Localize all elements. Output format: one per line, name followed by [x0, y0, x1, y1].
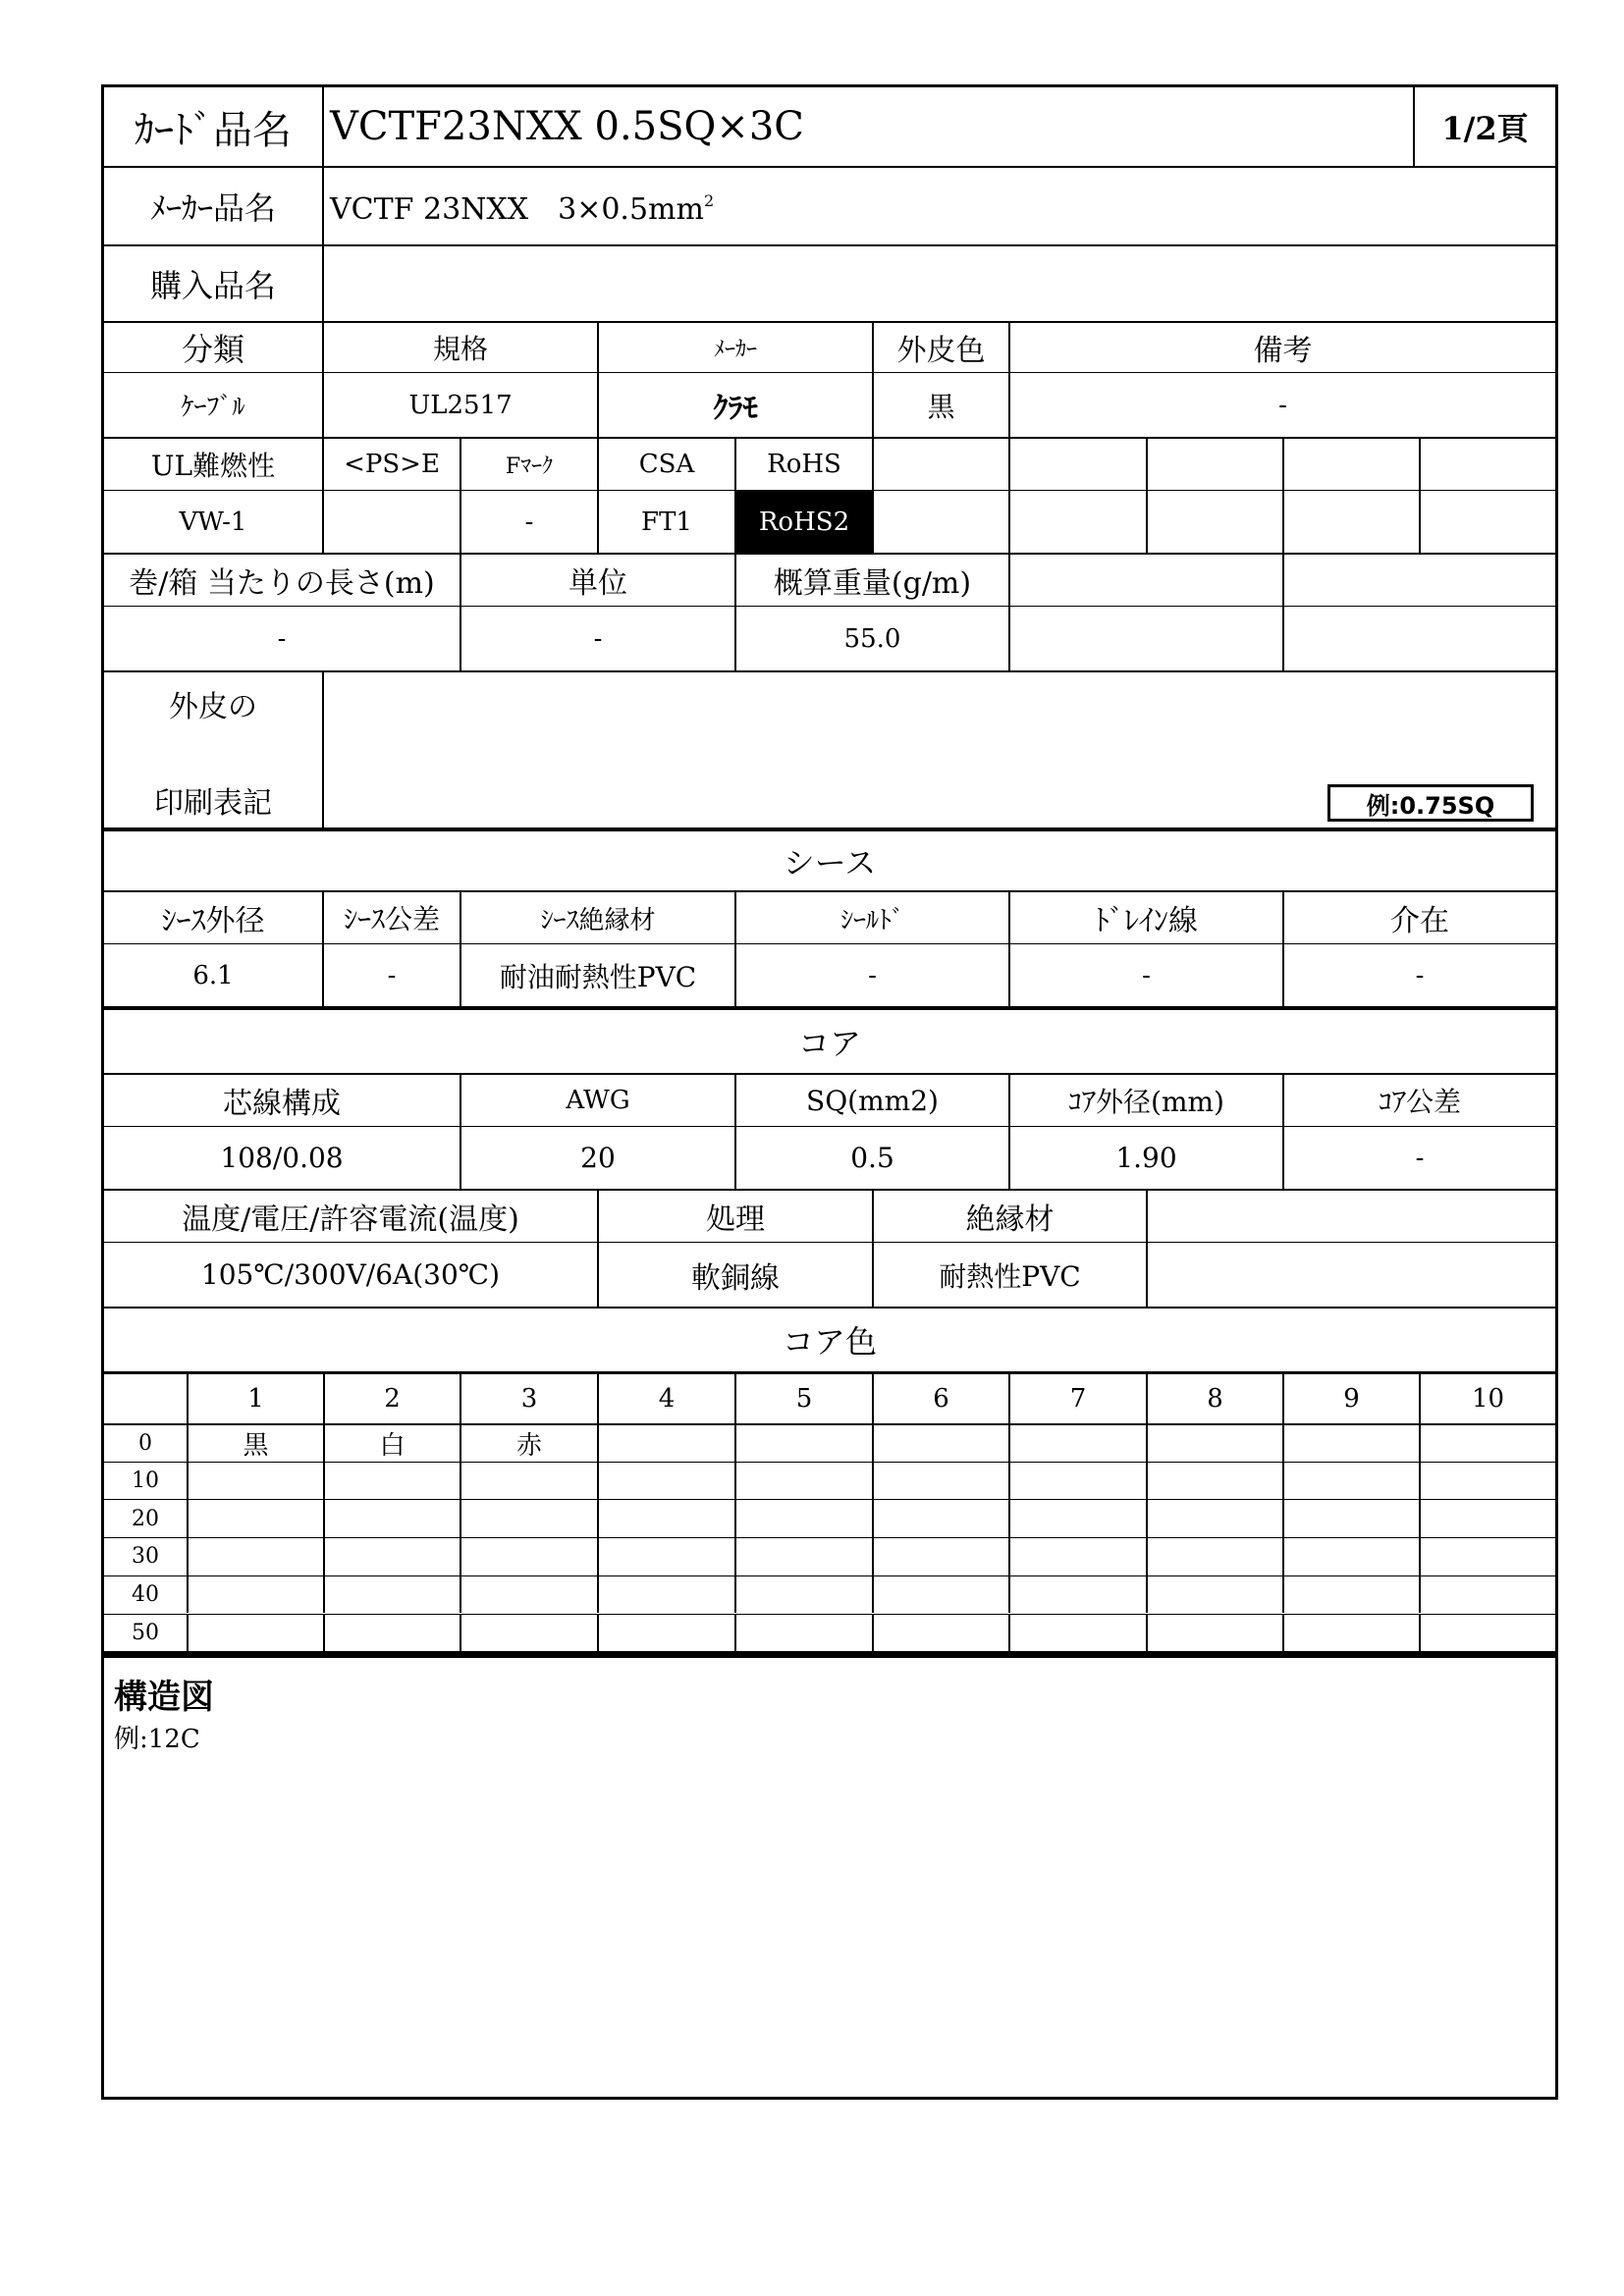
core-color-cell: [872, 1425, 1008, 1463]
core-value-row: [104, 1126, 1555, 1190]
core-color-cell: [460, 1576, 597, 1614]
card-name-label: ｶｰﾄﾞ品名: [135, 107, 292, 153]
sq-value: 0.5: [734, 1127, 1008, 1189]
core-color-cell: [1419, 1615, 1555, 1652]
column-header: 1: [187, 1374, 323, 1423]
core-color-cell: [1282, 1425, 1419, 1463]
classification-value: ｹｰﾌﾞﾙ: [181, 393, 245, 422]
structure-example: 例:12C: [114, 1725, 200, 1754]
structure-section: [104, 1654, 1555, 2101]
outer-color-value: 黒: [872, 373, 1008, 437]
unit-value: -: [460, 607, 734, 670]
empty-cell: [1282, 607, 1555, 670]
insulation-value: 耐熱性PVC: [872, 1243, 1146, 1307]
length-header-row: [104, 553, 1555, 608]
core-od-header: ｺｱ外径(mm): [1008, 1075, 1282, 1126]
page-number: 1/2頁: [1413, 87, 1555, 166]
purchase-name-label: 購入品名: [149, 267, 276, 304]
maker-value: ｸﾗﾓ: [597, 373, 872, 437]
sheath-tolerance-value: -: [322, 944, 460, 1006]
core-color-cell: [872, 1615, 1008, 1652]
purchase-name-value: [322, 246, 1555, 321]
core-color-cell: [323, 1615, 460, 1652]
outer-color-header: 外皮色: [872, 323, 1008, 372]
standards-value-row: [104, 490, 1555, 554]
row-label: 30: [132, 1544, 159, 1570]
empty-cell: [1419, 439, 1555, 490]
core-color-cell: [597, 1576, 734, 1614]
core-color-title: コア色: [782, 1323, 877, 1361]
empty-cell: [1008, 491, 1146, 553]
weight-value: 55.0: [734, 607, 1008, 670]
core-color-cell: [1146, 1538, 1282, 1575]
core-color-cell: [1282, 1615, 1419, 1652]
empty-cell: [1282, 439, 1419, 490]
maker-name-label: ﾒｰｶｰ品名: [149, 189, 276, 227]
print-marking-value: [322, 672, 1555, 828]
print-marking-label-top: 外皮の: [169, 690, 257, 724]
rohs-header: RoHS: [734, 439, 872, 490]
empty-cell: [1146, 439, 1282, 490]
remarks-value: -: [1008, 373, 1555, 437]
awg-value: 20: [460, 1127, 734, 1189]
empty-cell: [1419, 491, 1555, 553]
core-color-cell: [597, 1500, 734, 1537]
sheath-title-row: [104, 828, 1555, 894]
core-color-cell: [597, 1538, 734, 1575]
core-color-cell: [734, 1576, 872, 1614]
length-per-unit-value: -: [277, 623, 287, 654]
core-color-cell: [734, 1500, 872, 1537]
standard-header: 規格: [322, 323, 597, 372]
core-color-cell: [1282, 1500, 1419, 1537]
remarks-header: 備考: [1008, 323, 1555, 372]
rohs-value: RoHS2: [734, 491, 872, 553]
sheath-insulation-header: ｼｰｽ絶縁材: [460, 892, 734, 943]
conductor-construction-value: 108/0.08: [220, 1142, 344, 1174]
sheath-title: シース: [783, 844, 877, 881]
core-value-row-2: [104, 1242, 1555, 1308]
ul-flame-header: UL難燃性: [150, 450, 276, 482]
shield-value: -: [734, 944, 1008, 1006]
core-color-cell: 白: [323, 1425, 460, 1463]
core-color-cell: [323, 1538, 460, 1575]
core-color-cell: [460, 1538, 597, 1575]
length-value-row: [104, 606, 1555, 671]
print-marking-label-bottom: 印刷表記: [154, 786, 272, 821]
awg-header: AWG: [460, 1075, 734, 1126]
print-marking-label: [104, 672, 322, 828]
empty-cell: [872, 439, 1008, 490]
core-color-cell: [1008, 1500, 1146, 1537]
sq-header: SQ(mm2): [734, 1075, 1008, 1126]
core-color-cell: 赤: [460, 1425, 597, 1463]
rating-value: 105℃/300V/6A(30℃): [200, 1258, 501, 1291]
weight-header: 概算重量(g/m): [734, 555, 1008, 606]
classification-value-row: [104, 372, 1555, 438]
filler-value: -: [1282, 944, 1555, 1006]
classification-header-row: [104, 321, 1555, 374]
maker-name-value: [322, 168, 1555, 244]
core-color-row: [104, 1614, 1555, 1652]
core-color-cell: [1146, 1425, 1282, 1463]
empty-cell: [1146, 1243, 1555, 1307]
core-color-cell: [1282, 1538, 1419, 1575]
column-header: 5: [734, 1374, 872, 1423]
column-header: 10: [1419, 1374, 1555, 1423]
core-color-cell: [872, 1463, 1008, 1500]
empty-cell: [1146, 491, 1282, 553]
core-color-cell: [734, 1615, 872, 1652]
purchase-name-row: [104, 244, 1555, 323]
core-color-cell: [597, 1615, 734, 1652]
core-color-cell: [187, 1538, 323, 1575]
core-color-cell: [1419, 1463, 1555, 1500]
csa-header: CSA: [597, 439, 734, 490]
drain-wire-header: ﾄﾞﾚｲﾝ線: [1008, 892, 1282, 943]
core-color-cell: [460, 1500, 597, 1537]
empty-cell: [872, 491, 1008, 553]
maker-header: ﾒｰｶｰ: [597, 323, 872, 372]
filler-header: 介在: [1282, 892, 1555, 943]
sheath-value-row: [104, 943, 1555, 1007]
empty-cell: [1282, 555, 1555, 606]
core-header-row: [104, 1073, 1555, 1128]
row-label: 20: [132, 1506, 159, 1531]
core-color-cell: [1282, 1463, 1419, 1500]
column-header: 4: [597, 1374, 734, 1423]
core-od-value: 1.90: [1008, 1127, 1282, 1189]
ul-flame-value: VW-1: [179, 507, 247, 537]
pse-value: [322, 491, 460, 553]
core-title-row: [104, 1006, 1555, 1077]
core-color-cell: [1008, 1538, 1146, 1575]
core-header-row-2: [104, 1189, 1555, 1244]
empty-cell: [1008, 607, 1282, 670]
core-color-cell: [1282, 1576, 1419, 1614]
length-per-unit-header: 巻/箱 当たりの長さ(m): [129, 566, 435, 601]
conductor-construction-header: 芯線構成: [223, 1087, 341, 1121]
core-color-cell: [1146, 1615, 1282, 1652]
core-color-cell: [1146, 1576, 1282, 1614]
core-color-cell: [187, 1463, 323, 1500]
shield-header: ｼｰﾙﾄﾞ: [734, 892, 1008, 943]
empty-cell: [1146, 1191, 1555, 1242]
core-color-cell: [734, 1425, 872, 1463]
core-color-row: [104, 1423, 1555, 1462]
column-header: 9: [1282, 1374, 1419, 1423]
card-name-row: [104, 87, 1555, 166]
drain-wire-value: -: [1008, 944, 1282, 1006]
insulation-header: 絶縁材: [872, 1191, 1146, 1242]
core-tolerance-header: ｺｱ公差: [1282, 1075, 1555, 1126]
empty-cell: [1008, 555, 1282, 606]
treatment-header: 処理: [597, 1191, 872, 1242]
core-color-cell: [872, 1576, 1008, 1614]
maker-name-row: [104, 166, 1555, 246]
spec-sheet: [101, 84, 1558, 2100]
column-header: 8: [1146, 1374, 1282, 1423]
core-color-cell: [1008, 1425, 1146, 1463]
sheath-od-value: 6.1: [192, 960, 234, 990]
core-tolerance-value: -: [1282, 1127, 1555, 1189]
column-header: 7: [1008, 1374, 1146, 1423]
core-color-cell: [597, 1425, 734, 1463]
classification-header: 分類: [181, 331, 244, 368]
sheath-od-header: ｼｰｽ外径: [161, 904, 265, 938]
core-color-cell: [1419, 1500, 1555, 1537]
core-color-cell: [872, 1500, 1008, 1537]
core-color-cell: [323, 1500, 460, 1537]
core-color-table: [104, 1371, 1555, 1654]
core-color-cell: [1419, 1425, 1555, 1463]
pse-header: <PS>E: [322, 439, 460, 490]
rating-header: 温度/電圧/許容電流(温度): [182, 1202, 519, 1237]
standards-header-row: [104, 437, 1555, 492]
core-color-row: [104, 1537, 1555, 1575]
core-color-cell: [734, 1538, 872, 1575]
core-color-cell: [460, 1615, 597, 1652]
sheath-insulation-value: 耐油耐熱性PVC: [460, 944, 734, 1006]
maker-name-text: VCTF 23NXX 3×0.5mm: [330, 192, 704, 227]
core-color-row: [104, 1575, 1555, 1614]
core-color-cell: [323, 1576, 460, 1614]
row-label: 50: [132, 1620, 159, 1645]
f-mark-header: Fﾏｰｸ: [460, 439, 597, 490]
row-label: 40: [132, 1582, 159, 1608]
corner-cell: [104, 1374, 187, 1423]
row-label: 0: [138, 1431, 152, 1457]
core-color-cell: [597, 1463, 734, 1500]
core-color-cell: [1008, 1615, 1146, 1652]
sheath-tolerance-header: ｼｰｽ公差: [322, 892, 460, 943]
empty-cell: [1008, 439, 1146, 490]
core-color-cell: [323, 1463, 460, 1500]
treatment-value: 軟銅線: [597, 1243, 872, 1307]
core-color-cell: [872, 1538, 1008, 1575]
sheath-header-row: [104, 890, 1555, 945]
column-header: 3: [460, 1374, 597, 1423]
core-color-cell: [1008, 1576, 1146, 1614]
core-color-cell: [1419, 1576, 1555, 1614]
column-header: 2: [323, 1374, 460, 1423]
core-color-cell: [187, 1615, 323, 1652]
core-color-cell: 黒: [187, 1425, 323, 1463]
print-marking-row: [104, 670, 1555, 829]
row-label: 10: [132, 1468, 159, 1494]
core-color-column-header-row: [104, 1374, 1555, 1423]
core-color-row: [104, 1499, 1555, 1537]
csa-value: FT1: [597, 491, 734, 553]
core-color-cell: [187, 1500, 323, 1537]
core-color-cell: [1419, 1538, 1555, 1575]
standard-value: UL2517: [322, 373, 597, 437]
f-mark-value: -: [460, 491, 597, 553]
column-header: 6: [872, 1374, 1008, 1423]
unit-header: 単位: [460, 555, 734, 606]
core-color-cell: [1008, 1463, 1146, 1500]
structure-title: 構造図: [114, 1678, 214, 1717]
empty-cell: [1282, 491, 1419, 553]
maker-name-superscript: 2: [703, 190, 715, 210]
print-example-box: 例:0.75SQ: [1327, 784, 1534, 822]
core-color-cell: [1146, 1500, 1282, 1537]
core-color-cell: [187, 1576, 323, 1614]
core-color-row: [104, 1462, 1555, 1500]
core-color-cell: [460, 1463, 597, 1500]
core-title: コア: [797, 1025, 861, 1062]
core-color-cell: [1146, 1463, 1282, 1500]
card-name-value: VCTF23NXX 0.5SQ×3C: [322, 87, 1413, 166]
core-color-title-row: [104, 1307, 1555, 1373]
core-color-cell: [734, 1463, 872, 1500]
